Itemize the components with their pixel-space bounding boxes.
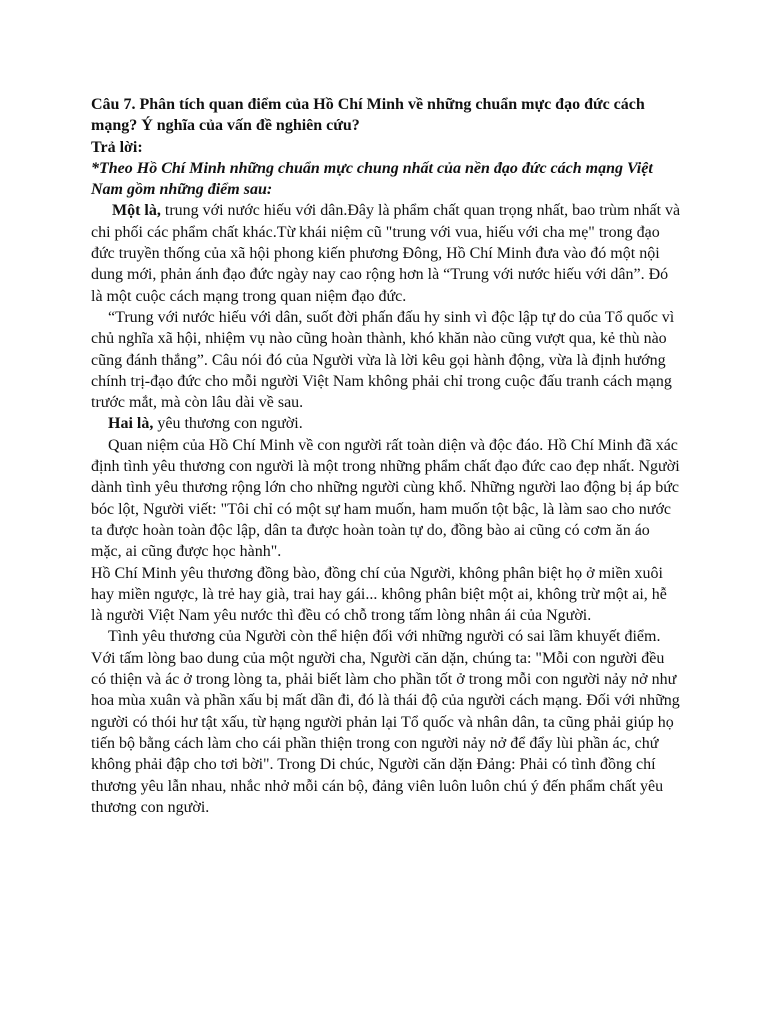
compatriots-paragraph: Hồ Chí Minh yêu thương đồng bào, đồng chí của Người, không phân biệt họ ở miền xuôi hay miền ngược, là trẻ hay già, trai hay gái... không phân biệt một ai, không trừ một ai, hễ là người Việt Nam yêu nước thì đều có chỗ trong tấm lòng nhân ái của Người. bbox=[91, 564, 667, 625]
point-two-text: yêu thương con người. bbox=[153, 415, 303, 433]
tolerance-paragraph: Tình yêu thương của Người còn thể hiện đối với những người có sai lầm khuyết điểm. Với tấm lòng bao dung của một người cha, Người căn dặn, chúng ta: "Mỗi con người đều có thiện và ác ở trong lòng ta, phải biết làm cho phần tốt ở trong mỗi con người nảy nở như hoa mùa xuân và phần xấu bị mất dần đi, đó là thái độ của người cách mạng. Đối với những người có thói hư tật xấu, từ hạng người phản lại Tổ quốc và nhân dân, ta cũng phải giúp họ tiến bộ bằng cách làm cho cái phần thiện trong con người nảy nở để đẩy lùi phần ác, chứ không phải đập cho tơi bời". Trong Di chúc, Người căn dặn Đảng: Phải có tình đồng chí thương yêu lẫn nhau, nhắc nhở mỗi cán bộ, đảng viên luôn luôn chú ý đến phẩm chất yêu thương con người. bbox=[91, 628, 680, 816]
point-one-text: trung với nước hiếu với dân.Đây là phẩm chất quan trọng nhất, bao trùm nhất và chi phối các phẩm chất khác.Từ khái niệm cũ "trung với vua, hiếu với cha mẹ" trong đạo đức truyền thống của xã hội phong kiến phương Đông, Hồ Chí Minh đưa vào đó một nội dung mới, phản ánh đạo đức ngày nay cao rộng hơn là “Trung với nước hiếu với dân”. Đó là một cuộc cách mạng trong quan niệm đạo đức. bbox=[91, 202, 681, 305]
section-heading: *Theo Hồ Chí Minh những chuẩn mực chung nhất của nền đạo đức cách mạng Việt Nam gồm những điểm sau: bbox=[91, 159, 653, 199]
point-one-paragraph bbox=[91, 200, 681, 306]
answer-label: Trả lời: bbox=[91, 138, 143, 156]
point-two-paragraph bbox=[91, 413, 681, 434]
question-title: Câu 7. Phân tích quan điểm của Hồ Chí Minh về những chuẩn mực đạo đức cách mạng? Ý nghĩa của vấn đề nghiên cứu? bbox=[91, 96, 645, 135]
point-two-lead: Hai là, bbox=[108, 415, 154, 433]
document-body bbox=[91, 94, 681, 818]
point-one-lead: Một là, bbox=[112, 202, 161, 220]
quote-paragraph: “Trung với nước hiếu với dân, suốt đời phấn đấu hy sinh vì độc lập tự do của Tổ quốc vì chủ nghĩa xã hội, nhiệm vụ nào cũng hoàn thành, khó khăn nào cũng vượt qua, kẻ thù nào cũng đánh thắng”. Câu nói đó của Người vừa là lời kêu gọi hành động, vừa là định hướng chính trị-đạo đức cho mỗi người Việt Nam không phải chỉ trong cuộc đấu tranh cách mạng trước mắt, mà còn lâu dài về sau. bbox=[91, 308, 675, 412]
humanity-paragraph: Quan niệm của Hồ Chí Minh về con người rất toàn diện và độc đáo. Hồ Chí Minh đã xác định tình yêu thương con người là một trong những phẩm chất đạo đức cao đẹp nhất. Người dành tình yêu thương rộng lớn cho những người cùng khổ. Những người lao động bị áp bức bóc lột, Người viết: "Tôi chỉ có một sự ham muốn, ham muốn tột bậc, là làm sao cho nước ta được hoàn toàn độc lập, dân ta được hoàn toàn tự do, đồng bào ai cũng có cơm ăn áo mặc, ai cũng được học hành". bbox=[91, 436, 680, 561]
